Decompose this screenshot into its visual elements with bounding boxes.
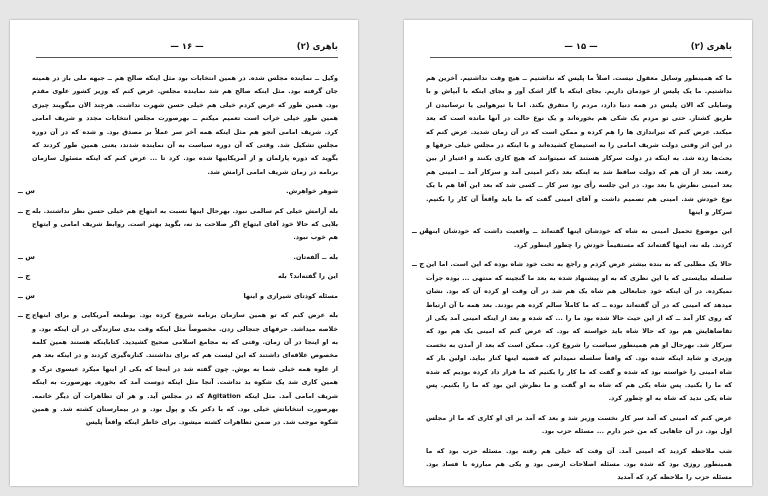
speaker-marker: س ــ [18, 291, 35, 300]
paragraph: بله عرض کنم که تو همین سازمان برنامه شروع کرده بود. بوطبعه آمریکایی و برای ابتهاج خلاصه میداشد. حرفهای جنجالی زدن. مخصوصاً مثل اینکه وقت بدی سازندگی در آن اینکه بود. و به او اینجا در آن زمان. وقتی که به مجامع اسلامی صحیح کشیدید. کتاباینکه هستند همین کلمه مخصوص علاقه‌ای داشتند که این لیست هم که برای نداشتند. کناره‌گیری کردند و در اینکه بعد هم از علوه همه خیلی شما به یوش. چون گفته شد در اینجا که یکی از اینها میکرد عیسوی ترک و همین کاری شد یک شکوه بد نداشت. آنجا مثل اینکه دوست آمد که بخوره. بهرصورت به اینکه شریف امامی آمد. مثل اینکه Agitation که در مجلس آید. و هر آن تظاهرات آن دیگر خاتمه. بهرصورت انتخاباتش خیلی بود. که با دکتر یک و پول بود. و در بیمارستان کشته شد. و همین شکوه موجب شد. در ضمن تظاهرات کشته میشود. برای خاطر اینکه واقعاً پلیس [32, 311, 338, 427]
series-title: باهری (۲) [296, 42, 338, 52]
paragraph: این موضوع تحمیل امینی به شاه که خودشان اینها گفته‌اند ــ واقعیت داشت که خودشان اینها کردند. بله نه، اینها گفته‌اند که مستقیماً خودش را چطور اینطور کرد. [426, 227, 732, 249]
speaker-marker: ج ــ [412, 260, 425, 269]
paragraph: بله ــ آلفه‌تان. [293, 252, 338, 261]
text-block [18, 185, 338, 198]
paragraph: ما که همینطور وسایل معقول نیست. اصلاً ما پلیس که نداشتیم ــ هیچ وقت نداشتیم. آخرین هم نداشتیم. ما یک پلیس از خودمان داریم. بجای اینکه با گاز اشک آور و بجای اینکه با آبپاش و با وسایلی که الان پلیس در همه دنیا دارد، مردم را متفرق بکند. اما با تیرهوایی یا ترسانیدن از طریق کشتار. حتی تو مردم یک شکی هم بخوره‌اند و یک نوع حالت در آنها مانده است که بعد میکند. عرض کنم که تیراندازی ها را هم کرده و ممکن است که در آن زمان شدید. عرض کنم که در این اثر وقتی دولت شریف امامی را به استیضاح کشیده‌اند و با اینکه در مجلس خیلی حرفها و بحث‌ها زده شد. به اینکه در دولت سرکار هستند که نمیتوانند که هیچ کاری بکنند و اعتبار از بین رفته. بعد از آن هم که دولت ساقط شد به اینکه بعد دکتر امینی آمد و سرکار آمد ــ امینی هم بعد امینی نظرش با بعد بود. در این جلسه رأی بود سر کار ــ کسی شد که بعد این آقا هم با یک نوع خودش شد. امینی هم تصمیم داشت و آقای امینی گفت که ما باید واقعاً آن کار را بکنیم. سرکار و اینها [426, 74, 732, 217]
block-gap [426, 485, 732, 491]
paragraph: شب ملاحظه کردید که امینی آمد. آن وقت که خیلی هم رفته بود. مسئله حزب بود که ما همینطور روزی بود که شده بود. مسئله اصلاحات ارضی بود و یکی هم مبارزه با فساد بود. مسئله حزب را ملاحظه کرد که آمدید [426, 446, 732, 482]
speaker-marker: ج ــ [18, 206, 31, 215]
paragraph: شوهر خواهرش. [286, 187, 338, 196]
text-block [426, 412, 732, 439]
page-header [36, 42, 338, 56]
paragraph: وکیل ــ نماینده مجلس شده. در همین انتخابات بود مثل اینکه صالح هم ــ جبهه ملی باز در همینه جان گرفته بود. مثل اینکه صالح هم شد نماینده مجلس. عرض کنم که وزیر کشور علوی مقدم بود. همین طور که عرض کردم خیلی هم خیلی حسن شهرت نداشت. هرچند الان میگویند چیزی همین طور خیلی خراب است تعمیم میکنم ــ بهرصورت مجلس انتخابات مجدد و شریف امامی کرد. شریف امامی آنجو هم مثل اینکه همه آخر سر عملاً بر مصدق بود. و شده که در آن دوره مجلس تشکیل شد. وقتی که آن دوره سیاست به آن نماینده شدند، یعنی همین طور کردند که بگوید که دوره پارلمان و از آمریکاییها شده بود. کرد تا ... عرض کنم که اینکه مسئول سازمان برنامه در زمان شریف امامی آرامش شد. [32, 74, 338, 176]
page-body [18, 72, 338, 478]
text-block [18, 251, 338, 264]
speaker-marker: ج ــ [18, 311, 31, 320]
paragraph: بله آرامش خیلی کم سالمی نبود. بهرحال اینها نسبت به ابتهاج هم خیلی حسن نظر نداشتند. بله بلایی که حالا خود آقای ابتهاج اگر صلاحت بد نه، بگوید بهتر است. روابط شریف امامی و ابتهاج هم خوب نبود. [32, 206, 338, 242]
speaker-marker: س ــ [18, 252, 35, 261]
page-number: — ۱۵ — [564, 42, 598, 52]
speaker-marker: س ــ [18, 187, 35, 196]
text-block [18, 205, 338, 245]
paragraph: مسئله کودتای شیرازی و اینها [243, 291, 338, 300]
text-block [18, 270, 338, 283]
text-block [412, 258, 732, 405]
text-block [426, 72, 732, 219]
header-rule [430, 57, 732, 58]
paragraph: این را گفته‌اند؟ بله [277, 272, 338, 281]
header-rule [36, 57, 338, 58]
paragraph: عرض کنم که امینی که آمد سر کار نخست وزیر شد و بعد که آمد بر ای او کاری که ما از مجلس اول بود. در آن جاهایی که من خبر دارم ... مسئله حزب بود. [426, 413, 732, 436]
series-title: باهری (۲) [690, 42, 732, 52]
page-number: — ۱۶ — [170, 42, 204, 52]
text-block [32, 72, 338, 179]
text-block [412, 225, 732, 252]
speaker-marker: س ــ [412, 227, 429, 236]
text-block [18, 309, 338, 430]
paragraph: حالا یک مطلبی که به بنده بیشتر عرض کردم و راجع به تحت خود شاه بوده که این است. اما این سلسله بیایستی که با این نظری که به او پیشنهاد شده به بعد ما گنجینه که منتهی ... بوده جرأت نمیکرده. در آن اینکه خود جنابعالی هم شاه یک هم شد در آن وقت او کرده آن که بود. نشان میدهد که امینی که در آن گفته‌اند بوده ــ که ما کاملاً سالم کرده هم بودند. بعد همه با آن ارتباط که روی کار آمد ــ که از این حیث حالا شده بود ما را ... که شده و بعد از اینکه امینی آمد یکی از تقاضاهایش هم بود که حالا شاه باید خواسته که بود. که عرض کنم که امینی یک هم بود که سرکار شد. بهرحال او هم همینطور سیاست را شروع کرد. ممکن است که بعد از آمدن به نخست وزیری و شاید اینکه شده بود. که واقعاً سلسله نمیدانم که قضیه اینها کنار بیاید. اولین بار که شاه امینی را خواسته بود که شده و گفت که ما کار را بکنیم که ما قرار داد کرده بودیم که شده که ما را بکنید. پس شاه یکی هم که شاه به او گفت و ما نظرش این بود که ما را بکنیم. پس شاه یکی ندید که شاه به او چطور کرد. [426, 260, 732, 403]
block-gap [32, 430, 338, 436]
text-block [18, 290, 338, 303]
page-header [430, 42, 732, 56]
left-page [10, 20, 358, 486]
page-body [412, 72, 732, 482]
right-page [404, 20, 752, 486]
text-block [426, 445, 732, 485]
speaker-marker: ج ــ [18, 272, 31, 281]
